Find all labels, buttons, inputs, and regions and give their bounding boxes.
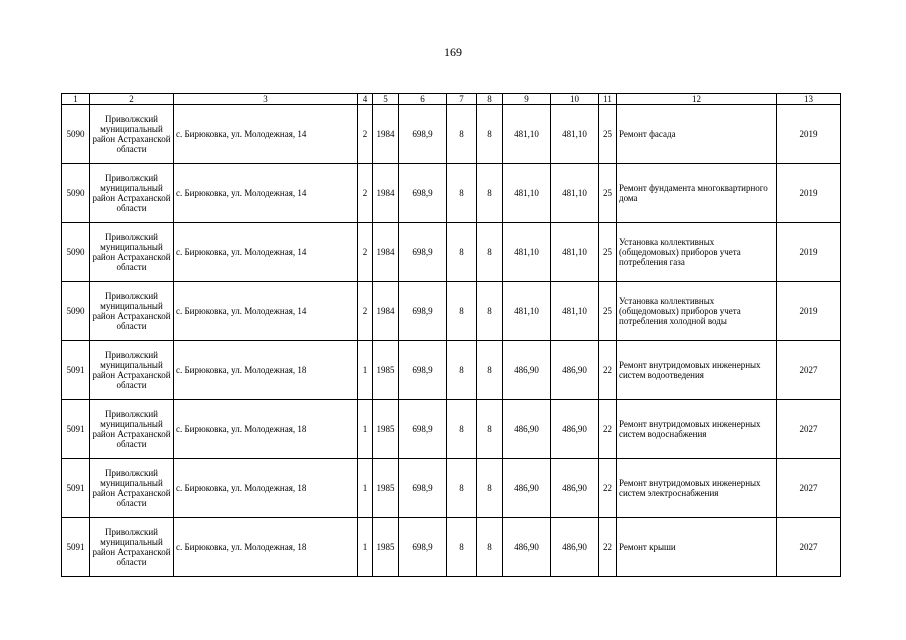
table-row: [62, 164, 841, 223]
year-planned-cell: 2027: [777, 341, 841, 400]
year-cell: 1985: [373, 518, 399, 577]
column-header: 2: [90, 94, 174, 105]
col10-cell: 481,10: [551, 105, 599, 164]
area-cell: 698,9: [399, 282, 447, 341]
address-cell: с. Бирюковка, ул. Молодежная, 18: [174, 518, 358, 577]
table-row: [62, 341, 841, 400]
col11-cell: 25: [599, 164, 617, 223]
table-row: [62, 223, 841, 282]
work-type-cell: Ремонт фасада: [617, 105, 777, 164]
col7-cell: 8: [447, 105, 477, 164]
col8-cell: 8: [477, 164, 503, 223]
work-type-cell: Установка коллективных (общедомовых) приборов учета потребления холодной воды: [617, 282, 777, 341]
house-id-cell: 5090: [62, 164, 90, 223]
year-cell: 1984: [373, 223, 399, 282]
column-header: 10: [551, 94, 599, 105]
col10-cell: 481,10: [551, 164, 599, 223]
house-id-cell: 5090: [62, 282, 90, 341]
column-header: 9: [503, 94, 551, 105]
area-cell: 698,9: [399, 400, 447, 459]
district-cell: Приволжский муниципальный район Астраханской области: [90, 400, 174, 459]
address-cell: с. Бирюковка, ул. Молодежная, 18: [174, 341, 358, 400]
table-row: [62, 400, 841, 459]
area-cell: 698,9: [399, 341, 447, 400]
col11-cell: 22: [599, 459, 617, 518]
area-cell: 698,9: [399, 164, 447, 223]
column-header: 5: [373, 94, 399, 105]
col7-cell: 8: [447, 223, 477, 282]
col10-cell: 481,10: [551, 223, 599, 282]
year-planned-cell: 2027: [777, 400, 841, 459]
area-cell: 698,9: [399, 518, 447, 577]
address-cell: с. Бирюковка, ул. Молодежная, 14: [174, 164, 358, 223]
work-type-cell: Ремонт внутридомовых инженерных систем водоотведения: [617, 341, 777, 400]
col10-cell: 486,90: [551, 459, 599, 518]
col11-cell: 25: [599, 223, 617, 282]
year-planned-cell: 2027: [777, 518, 841, 577]
work-type-cell: Установка коллективных (общедомовых) приборов учета потребления газа: [617, 223, 777, 282]
col10-cell: 486,90: [551, 518, 599, 577]
storeys-cell: 1: [358, 341, 373, 400]
address-cell: с. Бирюковка, ул. Молодежная, 14: [174, 105, 358, 164]
col10-cell: 481,10: [551, 282, 599, 341]
col9-cell: 481,10: [503, 282, 551, 341]
year-cell: 1985: [373, 400, 399, 459]
house-id-cell: 5091: [62, 459, 90, 518]
table-row: [62, 282, 841, 341]
column-header: 3: [174, 94, 358, 105]
address-cell: с. Бирюковка, ул. Молодежная, 18: [174, 459, 358, 518]
storeys-cell: 2: [358, 105, 373, 164]
table-header-row: [62, 94, 841, 105]
address-cell: с. Бирюковка, ул. Молодежная, 18: [174, 400, 358, 459]
year-planned-cell: 2019: [777, 164, 841, 223]
col10-cell: 486,90: [551, 400, 599, 459]
area-cell: 698,9: [399, 223, 447, 282]
house-id-cell: 5090: [62, 223, 90, 282]
district-cell: Приволжский муниципальный район Астраханской области: [90, 282, 174, 341]
work-type-cell: Ремонт внутридомовых инженерных систем водоснабжения: [617, 400, 777, 459]
col10-cell: 486,90: [551, 341, 599, 400]
year-planned-cell: 2027: [777, 459, 841, 518]
col11-cell: 25: [599, 105, 617, 164]
col7-cell: 8: [447, 400, 477, 459]
col7-cell: 8: [447, 518, 477, 577]
district-cell: Приволжский муниципальный район Астраханской области: [90, 223, 174, 282]
col11-cell: 25: [599, 282, 617, 341]
column-header: 4: [358, 94, 373, 105]
table-row: [62, 459, 841, 518]
year-planned-cell: 2019: [777, 282, 841, 341]
year-cell: 1985: [373, 341, 399, 400]
storeys-cell: 2: [358, 282, 373, 341]
column-header: 13: [777, 94, 841, 105]
work-type-cell: Ремонт внутридомовых инженерных систем электроснабжения: [617, 459, 777, 518]
column-header: 12: [617, 94, 777, 105]
col8-cell: 8: [477, 223, 503, 282]
address-cell: с. Бирюковка, ул. Молодежная, 14: [174, 282, 358, 341]
table-row: [62, 518, 841, 577]
col7-cell: 8: [447, 459, 477, 518]
district-cell: Приволжский муниципальный район Астраханской области: [90, 341, 174, 400]
col9-cell: 481,10: [503, 223, 551, 282]
col7-cell: 8: [447, 282, 477, 341]
area-cell: 698,9: [399, 459, 447, 518]
col8-cell: 8: [477, 518, 503, 577]
year-cell: 1984: [373, 105, 399, 164]
col9-cell: 486,90: [503, 518, 551, 577]
year-cell: 1984: [373, 282, 399, 341]
year-cell: 1984: [373, 164, 399, 223]
table-body: [62, 105, 841, 577]
column-header: 11: [599, 94, 617, 105]
col8-cell: 8: [477, 459, 503, 518]
house-id-cell: 5091: [62, 518, 90, 577]
district-cell: Приволжский муниципальный район Астраханской области: [90, 105, 174, 164]
work-type-cell: Ремонт фундамента многоквартирного дома: [617, 164, 777, 223]
table-row: [62, 105, 841, 164]
col7-cell: 8: [447, 164, 477, 223]
column-header: 7: [447, 94, 477, 105]
storeys-cell: 1: [358, 459, 373, 518]
col9-cell: 486,90: [503, 341, 551, 400]
work-type-cell: Ремонт крыши: [617, 518, 777, 577]
col11-cell: 22: [599, 400, 617, 459]
col11-cell: 22: [599, 341, 617, 400]
column-header: 6: [399, 94, 447, 105]
col8-cell: 8: [477, 341, 503, 400]
house-id-cell: 5091: [62, 400, 90, 459]
col8-cell: 8: [477, 282, 503, 341]
house-id-cell: 5091: [62, 341, 90, 400]
col9-cell: 486,90: [503, 400, 551, 459]
column-header: 1: [62, 94, 90, 105]
col7-cell: 8: [447, 341, 477, 400]
storeys-cell: 2: [358, 164, 373, 223]
column-header: 8: [477, 94, 503, 105]
page-number: 169: [444, 45, 462, 59]
year-planned-cell: 2019: [777, 105, 841, 164]
house-id-cell: 5090: [62, 105, 90, 164]
year-cell: 1985: [373, 459, 399, 518]
address-cell: с. Бирюковка, ул. Молодежная, 14: [174, 223, 358, 282]
col9-cell: 481,10: [503, 164, 551, 223]
storeys-cell: 1: [358, 400, 373, 459]
col8-cell: 8: [477, 105, 503, 164]
col11-cell: 22: [599, 518, 617, 577]
col9-cell: 486,90: [503, 459, 551, 518]
col9-cell: 481,10: [503, 105, 551, 164]
district-cell: Приволжский муниципальный район Астраханской области: [90, 518, 174, 577]
storeys-cell: 2: [358, 223, 373, 282]
register-table: [61, 93, 841, 577]
area-cell: 698,9: [399, 105, 447, 164]
district-cell: Приволжский муниципальный район Астраханской области: [90, 164, 174, 223]
year-planned-cell: 2019: [777, 223, 841, 282]
district-cell: Приволжский муниципальный район Астраханской области: [90, 459, 174, 518]
col8-cell: 8: [477, 400, 503, 459]
storeys-cell: 1: [358, 518, 373, 577]
